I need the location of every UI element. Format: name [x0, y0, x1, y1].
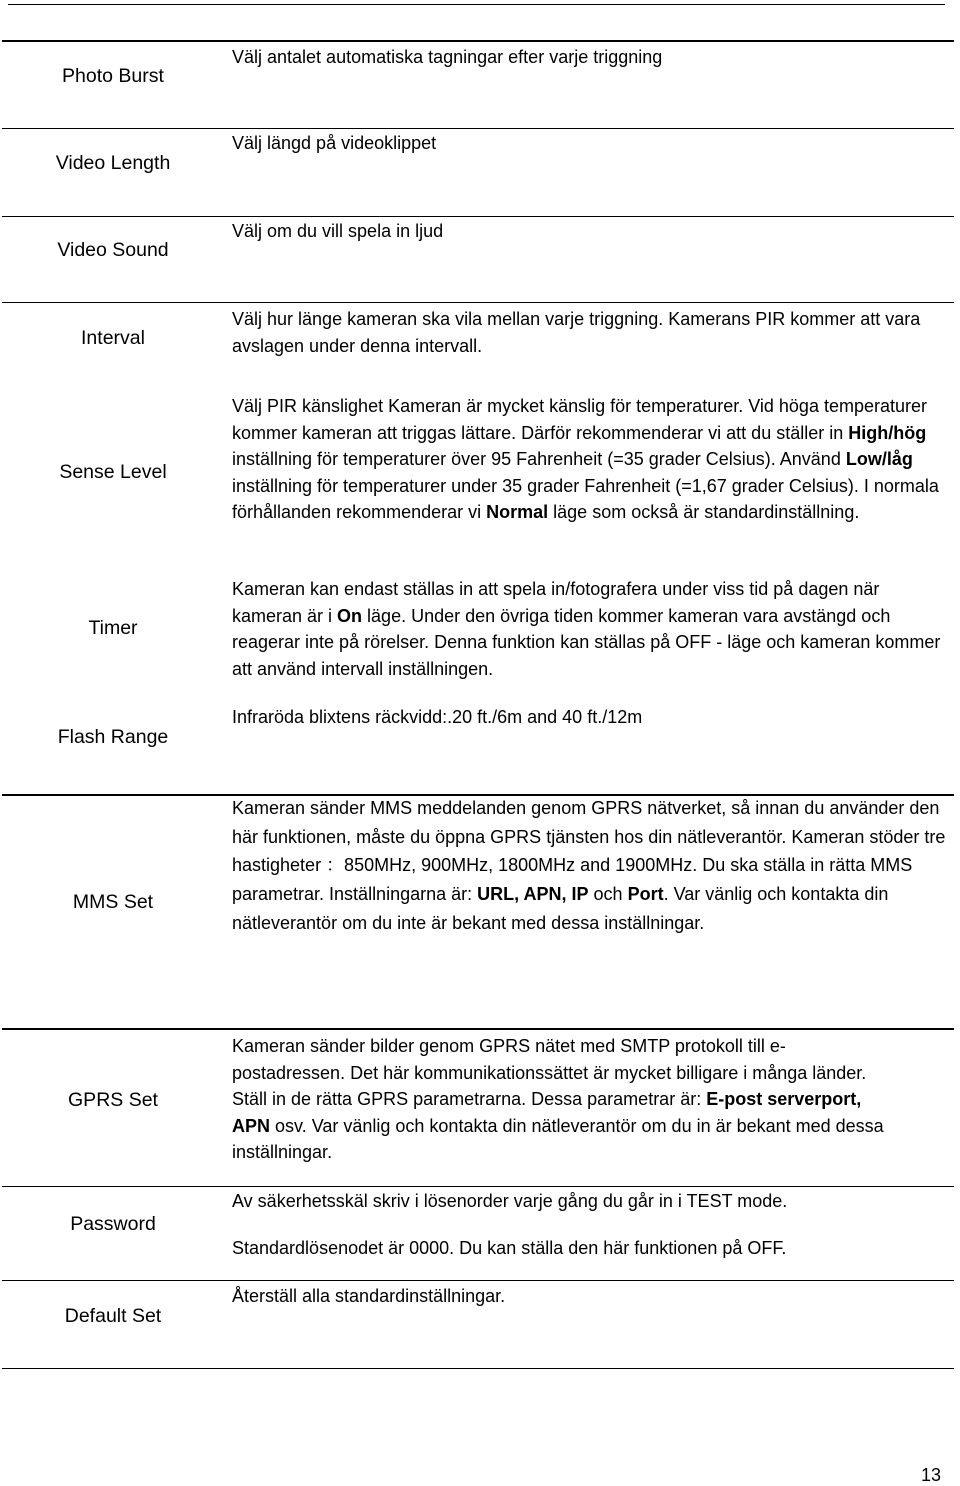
row-label: GPRS Set	[68, 1089, 158, 1111]
desc-text: Kameran kan endast ställas in att spela in/fotografera under viss tid på dagen när kameran är i	[232, 579, 880, 626]
desc-bold-sep: ,	[856, 1089, 862, 1110]
desc-text: läge. Under den övriga tiden kommer kameran vara avstängd och reagerar inte på rörelser. Denna funktion kan ställas på OFF - läge och kameran kommer att använd intervall inställningen.	[232, 605, 941, 679]
table-row-gprs-set	[2, 1028, 954, 1188]
row-label: Timer	[88, 617, 138, 639]
desc-bold-ip: IP	[571, 884, 589, 905]
row-description: Återställ alla standardinställningar.	[232, 1286, 506, 1306]
row-description: Välj hur länge kameran ska vila mellan varje triggning. Kamerans PIR kommer att vara avslagen under denna intervall.	[232, 309, 921, 356]
table-row-flash-range	[2, 700, 954, 794]
desc-bold-normal: Normal	[486, 502, 549, 523]
desc-bold-on: On	[337, 605, 363, 626]
table-bottom-rule	[2, 1368, 954, 1369]
top-rule	[8, 4, 945, 5]
desc-bold-sep: ,	[514, 884, 524, 905]
table-row-default-set	[2, 1280, 954, 1369]
row-description	[232, 393, 947, 526]
table-row-timer	[2, 574, 954, 700]
desc-text: . Var vänlig och kontakta din nätleverantör om du inte är bekant med dessa inställningar.	[232, 884, 889, 933]
row-description: Välj om du vill spela in ljud	[232, 221, 444, 241]
row-label: Video Length	[55, 152, 171, 174]
table-row-password	[2, 1186, 954, 1281]
row-description: Välj antalet automatiska tagningar efter varje triggning	[232, 47, 663, 67]
row-description	[232, 576, 947, 682]
row-description: Välj längd på videoklippet	[232, 133, 437, 153]
row-description: Av säkerhetsskäl skriv i lösenorder varje gång du går in i TEST mode.	[232, 1191, 788, 1211]
desc-text: läge som också är standardinställning.	[548, 502, 860, 523]
desc-bold-url: URL	[477, 884, 515, 905]
desc-bold-epost: E-post serverport	[706, 1089, 857, 1110]
desc-bold-apn: APN	[523, 884, 562, 905]
table-row-photo-burst	[2, 40, 954, 130]
desc-text: och	[588, 884, 628, 905]
desc-text: inställning för temperaturer över 95 Fahrenheit (=35 grader Celsius). Använd	[232, 449, 846, 470]
page-number: 13	[920, 1465, 941, 1485]
table-row-mms-set	[2, 794, 954, 1006]
row-label: MMS Set	[72, 891, 154, 913]
desc-bold-apn: APN	[232, 1115, 271, 1136]
desc-text: Kameran sänder bilder genom GPRS nätet med SMTP protokoll till e-postadressen. Det här kommunikationssättet är mycket billigare i många länder. Ställ in de rätta GPRS parametrarna. Dessa parametrar är:	[232, 1036, 867, 1110]
desc-text: Välj PIR känslighet Kameran är mycket känslig för temperaturer. Vid höga temperaturer kommer kameran att triggas lättare. Därför rekommenderar vi att du ställer in	[232, 396, 927, 443]
row-label: Photo Burst	[62, 65, 164, 87]
desc-text: inställning för temperaturer under 35 grader Fahrenheit (=1,67 grader Celsius). I normala förhållanden rekommenderar vi	[232, 475, 939, 523]
row-label: Flash Range	[57, 726, 169, 748]
row-description-second-line: Standardlösenodet är 0000. Du kan ställa den här funktionen på OFF.	[232, 1238, 787, 1258]
row-label: Video Sound	[57, 239, 169, 261]
table-row-video-length	[2, 128, 954, 217]
row-description	[232, 1033, 892, 1166]
desc-bold-high: High/hög	[848, 422, 927, 443]
desc-bold-low: Low/låg	[845, 449, 913, 470]
row-label: Interval	[81, 327, 145, 349]
row-label: Password	[70, 1213, 156, 1235]
row-description	[232, 794, 947, 938]
desc-bold-port: Port	[627, 884, 664, 905]
row-label: Sense Level	[59, 461, 167, 483]
table-row-sense-level	[2, 388, 954, 574]
row-label: Default Set	[64, 1305, 162, 1327]
desc-text: osv. Var vänlig och kontakta din nätleverantör om du in är bekant med dessa inställningar.	[232, 1115, 884, 1163]
table-row-interval	[2, 302, 954, 389]
row-description: Infraröda blixtens räckvidd:.20 ft./6m and 40 ft./12m	[232, 707, 643, 727]
desc-bold-sep: ,	[561, 884, 572, 905]
table-row-video-sound	[2, 216, 954, 303]
desc-text: Kameran sänder MMS meddelanden genom GPRS nätverket, så innan du använder den här funktionen, måste du öppna GPRS tjänsten hos din nätleverantör. Kameran stöder tre hastigheter ：850MHz, 900MHz, 1800MHz and 1900MHz. Du ska ställa in rätta MMS parametrar. Inställningarna är:	[232, 798, 946, 905]
